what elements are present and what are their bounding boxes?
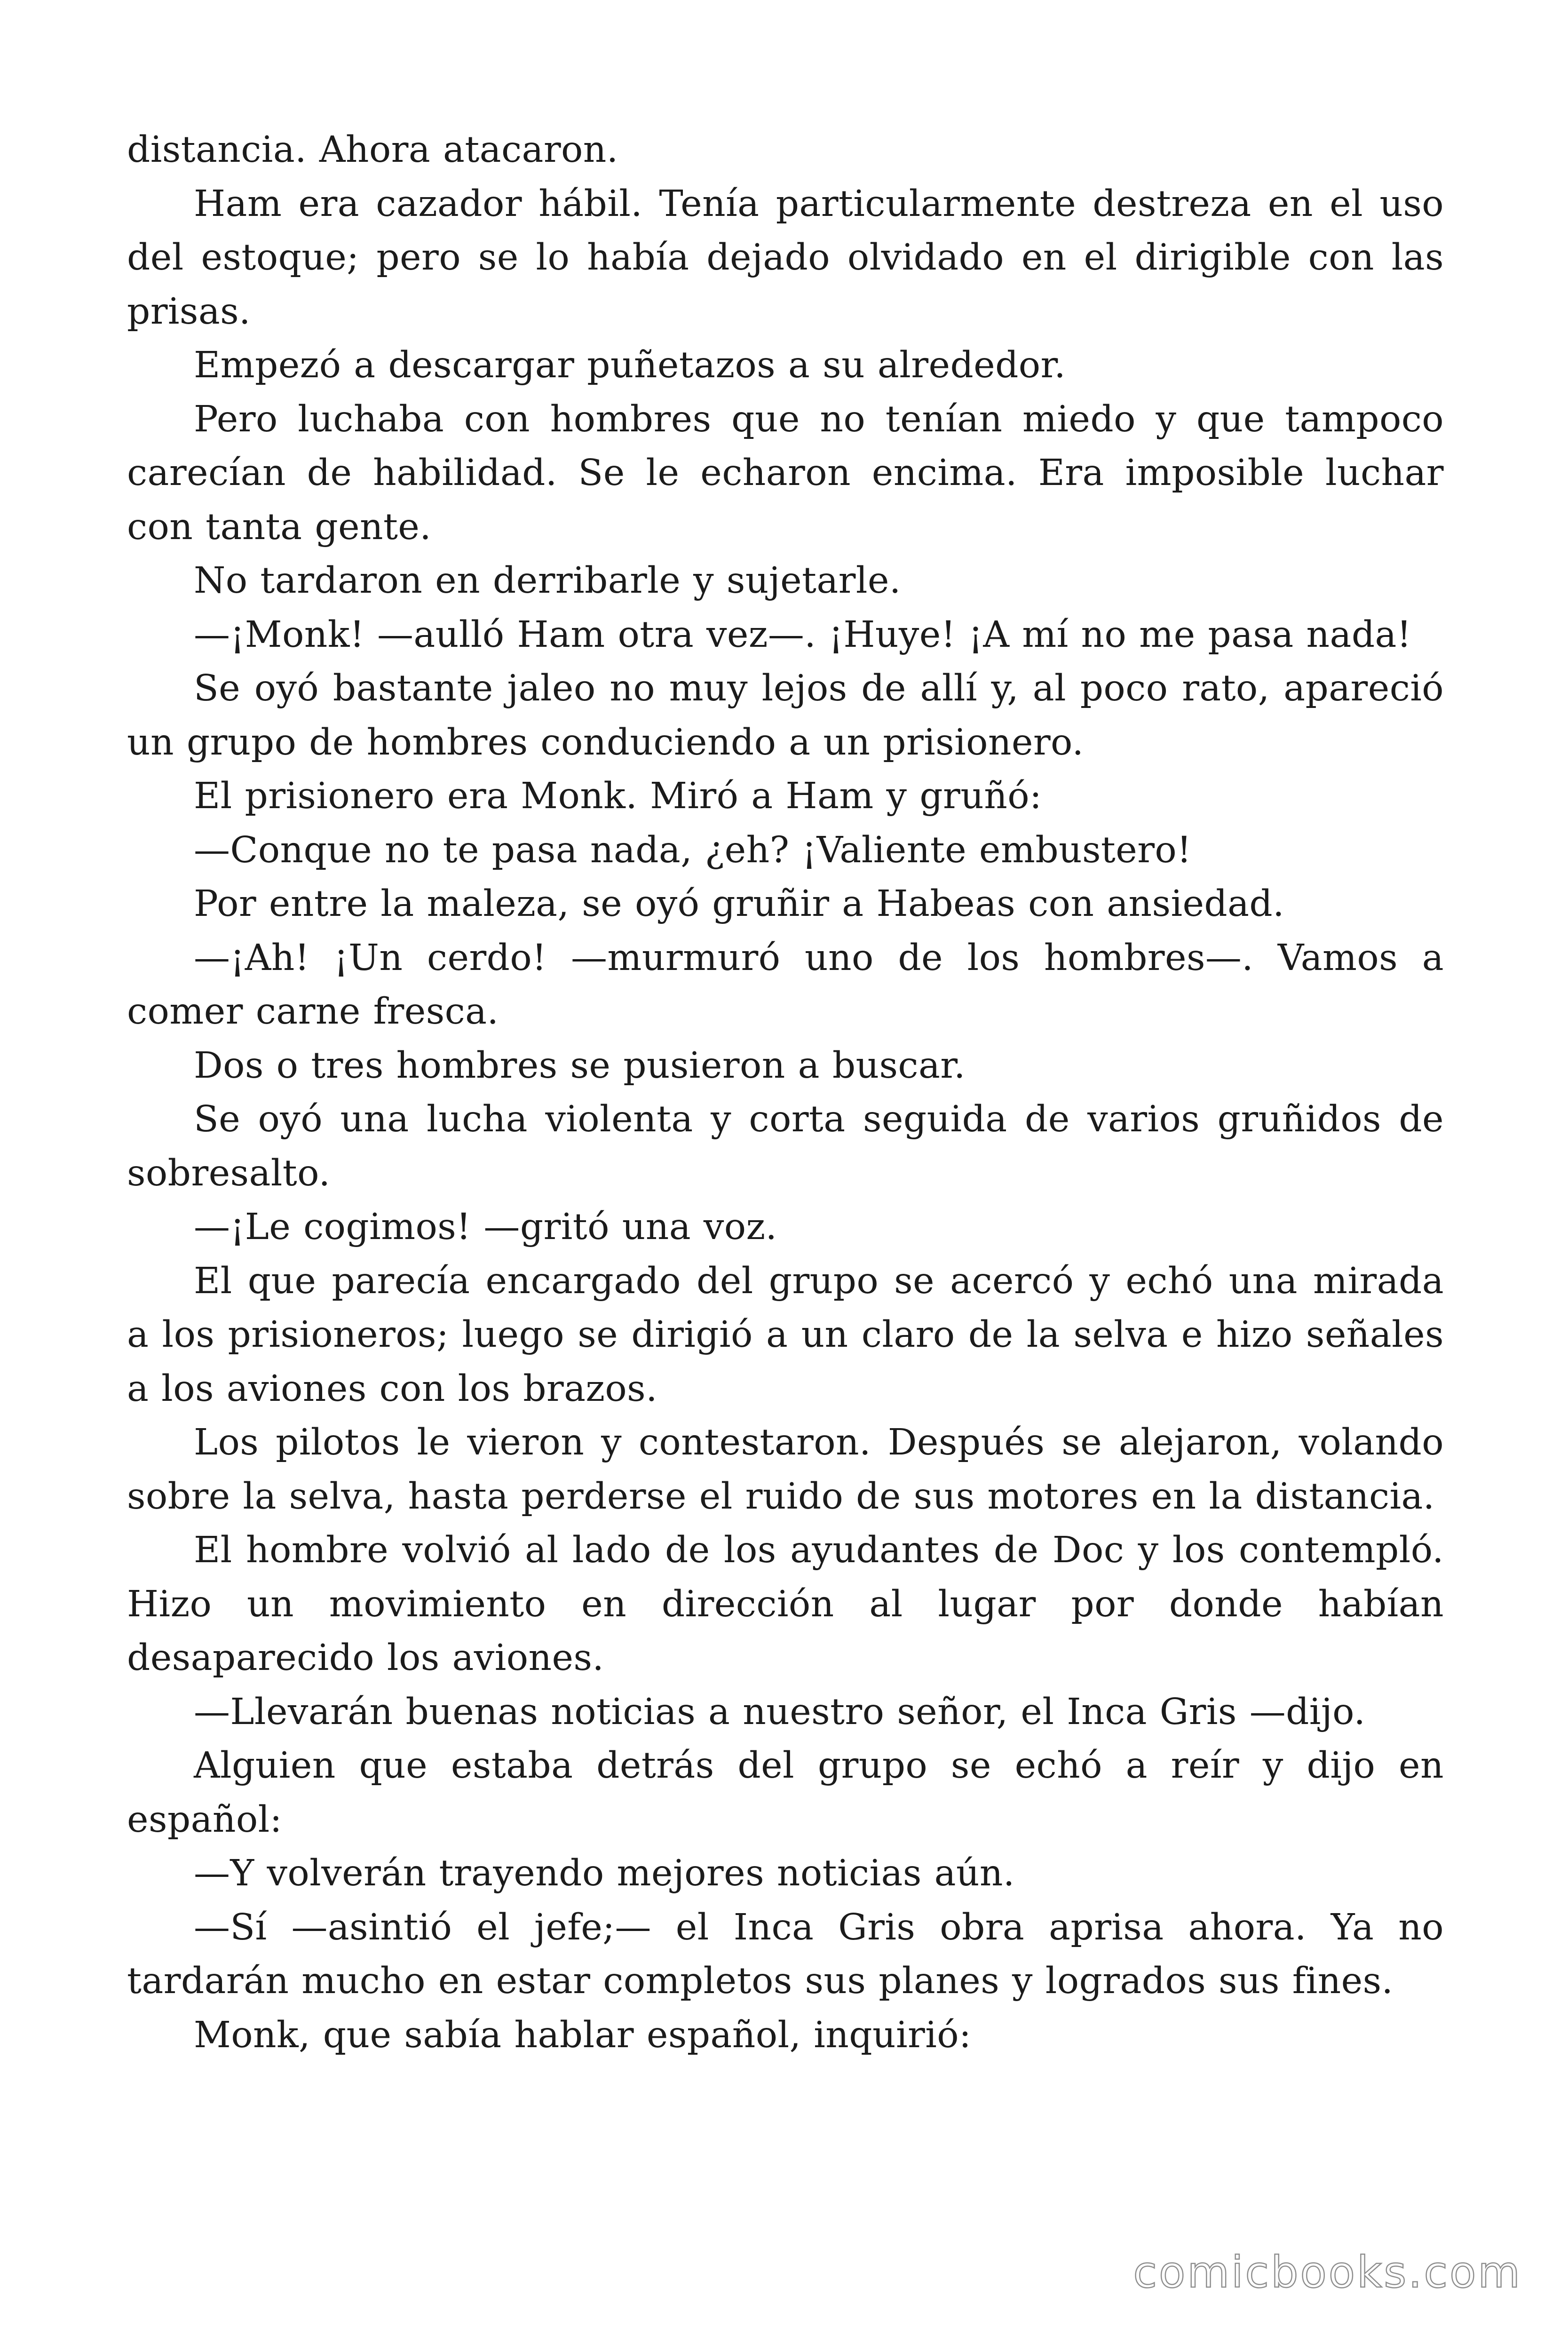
paragraph: Monk, que sabía hablar español, inquirió:: [194, 2014, 972, 2056]
paragraph: —Sí —asintió el jefe;— el Inca Gris obra aprisa ahora. Ya no tardarán mucho en estar completos sus planes y logrados sus fines.: [127, 1906, 1444, 2002]
paragraph: Los pilotos le vieron y contestaron. Después se alejaron, volando sobre la selva, hasta perderse el ruido de sus motores en la distancia.: [127, 1422, 1444, 1518]
paragraph: Dos o tres hombres se pusieron a buscar.: [194, 1044, 966, 1087]
paragraph: Pero luchaba con hombres que no tenían miedo y que tampoco carecían de habilidad. Se le echaron encima. Era imposible luchar con tanta gente.: [127, 398, 1444, 548]
paragraph: —¡Monk! —aulló Ham otra vez—. ¡Huye! ¡A mí no me pasa nada!: [194, 613, 1412, 656]
paragraph: distancia. Ahora atacaron.: [127, 129, 618, 171]
paragraph: Por entre la maleza, se oyó gruñir a Habeas con ansiedad.: [194, 883, 1284, 925]
paragraph: Empezó a descargar puñetazos a su alrededor.: [194, 344, 1066, 386]
paragraph: Ham era cazador hábil. Tenía particularmente destreza en el uso del estoque; pero se lo había dejado olvidado en el dirigible con las prisas.: [127, 183, 1444, 333]
paragraph: —¡Le cogimos! —gritó una voz.: [194, 1206, 777, 1248]
paragraph: —Conque no te pasa nada, ¿eh? ¡Valiente embustero!: [194, 829, 1192, 871]
page-text: [127, 123, 1444, 2062]
paragraph: Se oyó bastante jaleo no muy lejos de allí y, al poco rato, apareció un grupo de hombres conduciendo a un prisionero.: [127, 667, 1444, 763]
paragraph: Se oyó una lucha violenta y corta seguida de varios gruñidos de sobresalto.: [127, 1098, 1444, 1194]
watermark: comicbooks.com: [1133, 2247, 1522, 2297]
paragraph: Alguien que estaba detrás del grupo se echó a reír y dijo en español:: [127, 1745, 1444, 1841]
paragraph: —Y volverán trayendo mejores noticias aún.: [194, 1852, 1015, 1894]
paragraph: El prisionero era Monk. Miró a Ham y gruñó:: [194, 775, 1042, 817]
paragraph: —Llevarán buenas noticias a nuestro señor, el Inca Gris —dijo.: [194, 1691, 1366, 1733]
paragraph: —¡Ah! ¡Un cerdo! —murmuró uno de los hombres—. Vamos a comer carne fresca.: [127, 937, 1444, 1033]
paragraph: El que parecía encargado del grupo se acercó y echó una mirada a los prisioneros; luego se dirigió a un claro de la selva e hizo señales a los aviones con los brazos.: [127, 1260, 1444, 1410]
paragraph: No tardaron en derribarle y sujetarle.: [194, 560, 901, 602]
paragraph: El hombre volvió al lado de los ayudantes de Doc y los contempló. Hizo un movimiento en dirección al lugar por donde habían desaparecido los aviones.: [127, 1529, 1444, 1679]
